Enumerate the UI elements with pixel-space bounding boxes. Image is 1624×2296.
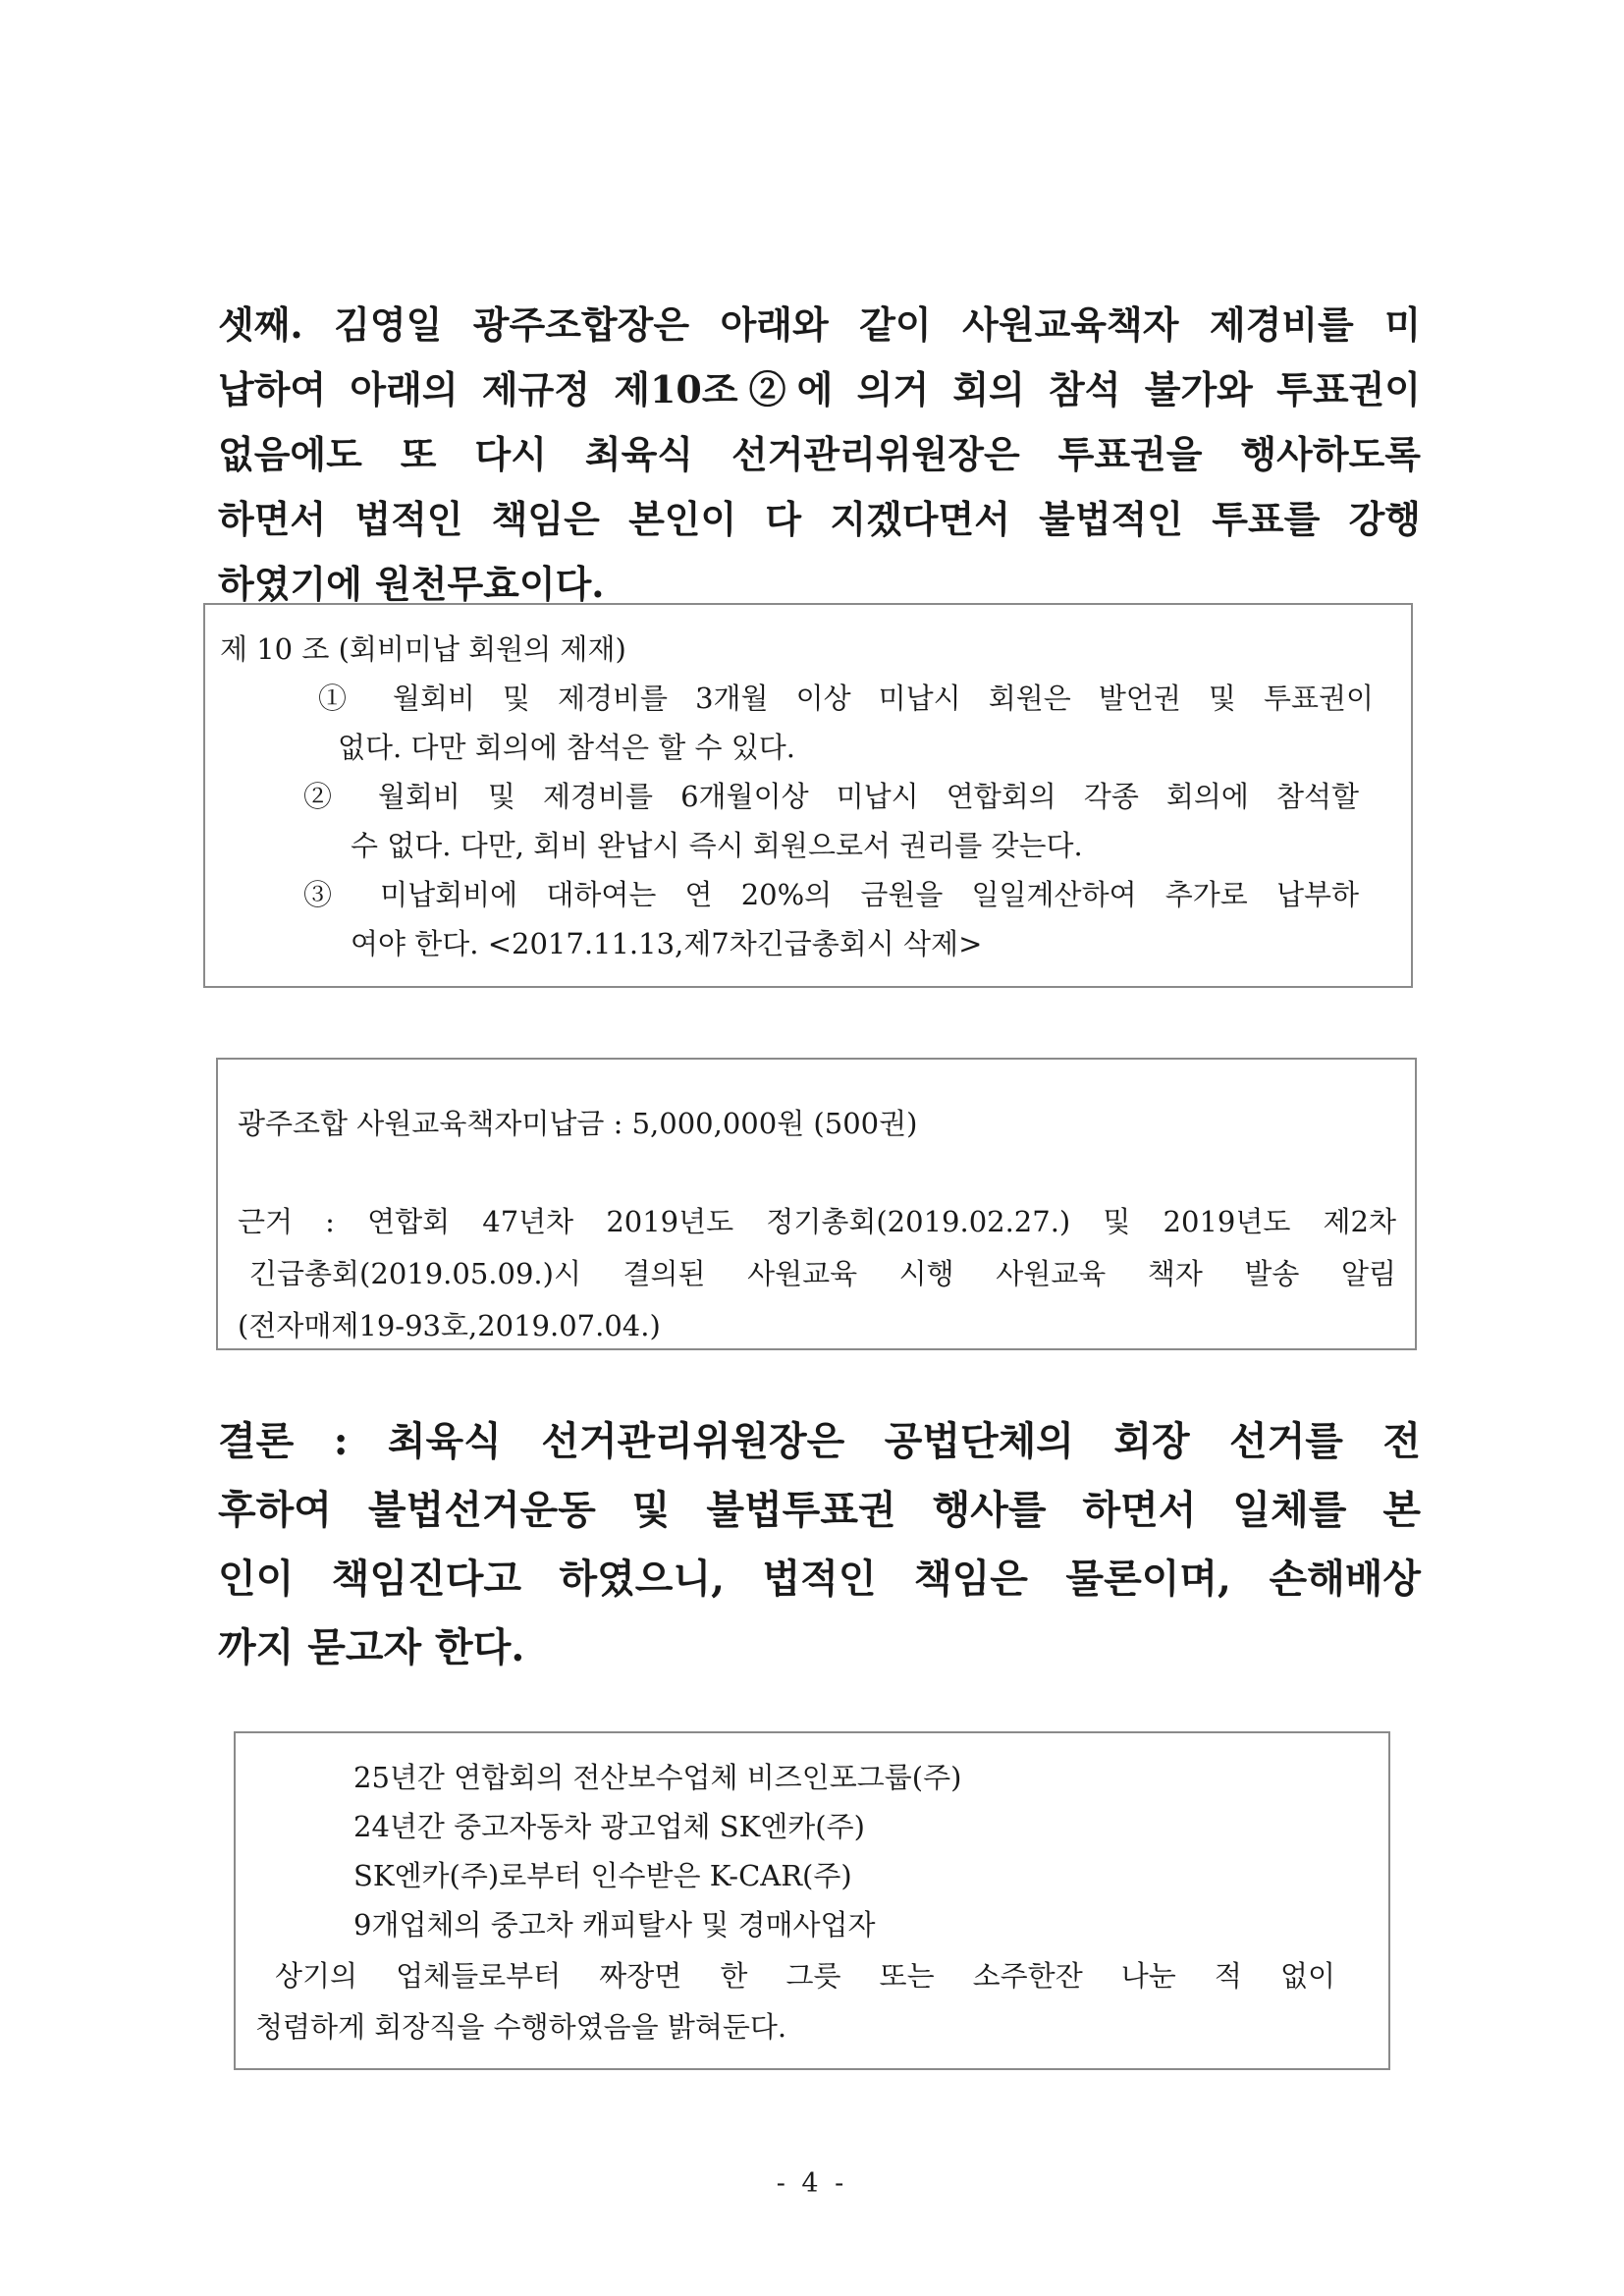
regulation-item-3: ③ 미납회비에 대하여는 연 20%의 금원을 일일계산하여 추가로 납부하 xyxy=(303,878,1359,911)
statement-box xyxy=(234,1731,1390,2070)
intro-line: 없음에도 또 다시 최육식 선거관리위원장은 투표권을 행사하도록 xyxy=(218,432,1421,476)
page-number: - 4 - xyxy=(776,2168,848,2199)
intro-line: 하였기에 원천무효이다. xyxy=(218,562,605,606)
regulation-item-2-continuation: 수 없다. 다만, 회비 완납시 즉시 회원으로서 권리를 갖는다. xyxy=(351,829,1083,862)
intro-paragraph xyxy=(218,293,1421,617)
regulation-item-3-continuation: 여야 한다. <2017.11.13,제7차긴급총회시 삭제> xyxy=(351,927,983,960)
regulation-item-2: ② 월회비 및 제경비를 6개월이상 미납시 연합회의 각종 회의에 참석할 xyxy=(303,780,1359,813)
unpaid-amount-line: 광주조합 사원교육책자미납금 : 5,000,000원 (500권) xyxy=(238,1107,918,1140)
unpaid-amount-box xyxy=(216,1058,1417,1350)
statement-line: 24년간 중고자동차 광고업체 SK엔카(주) xyxy=(353,1810,865,1843)
statement-line: 25년간 연합회의 전산보수업체 비즈인포그룹(주) xyxy=(353,1761,962,1794)
statement-line: 상기의 업체들로부터 짜장면 한 그릇 또는 소주한잔 나눈 적 없이 xyxy=(275,1959,1335,1993)
statement-line: 9개업체의 중고차 캐피탈사 및 경매사업자 xyxy=(353,1908,876,1941)
basis-line: 근거 : 연합회 47년차 2019년도 정기총회(2019.02.27.) 및 2019년도 제2차 xyxy=(238,1205,1396,1238)
conclusion-line: 까지 묻고자 한다. xyxy=(218,1624,525,1670)
statement-line: SK엔카(주)로부터 인수받은 K-CAR(주) xyxy=(353,1859,852,1892)
conclusion-line: 후하여 불법선거운동 및 불법투표권 행사를 하면서 일체를 본 xyxy=(218,1487,1421,1533)
intro-line: 납하여 아래의 제규정 제10조②에 의거 회의 참석 불가와 투표권이 xyxy=(218,367,1421,411)
conclusion-line: 인이 책임진다고 하였으니, 법적인 책임은 물론이며, 손해배상 xyxy=(218,1556,1421,1602)
regulation-item-1-continuation: 없다. 다만 회의에 참석은 할 수 있다. xyxy=(338,731,795,764)
intro-line: 셋째. 김영일 광주조합장은 아래와 같이 사원교육책자 제경비를 미 xyxy=(218,302,1421,347)
conclusion-line: 결론 : 최육식 선거관리위원장은 공법단체의 회장 선거를 전 xyxy=(218,1418,1421,1464)
regulation-title: 제 10 조 (회비미납 회원의 제재) xyxy=(220,632,626,666)
basis-line: 긴급총회(2019.05.09.)시 결의된 사원교육 시행 사원교육 책자 발송 알림 xyxy=(249,1257,1396,1290)
intro-line: 하면서 법적인 책임은 본인이 다 지겠다면서 불법적인 투표를 강행 xyxy=(218,497,1421,541)
regulation-item-1: ① 월회비 및 제경비를 3개월 이상 미납시 회원은 발언권 및 투표권이 xyxy=(318,682,1374,715)
conclusion-paragraph xyxy=(218,1407,1421,1682)
regulation-box xyxy=(203,603,1413,988)
statement-line: 청렴하게 회장직을 수행하였음을 밝혀둔다. xyxy=(255,2010,787,2044)
basis-line: (전자매제19-93호,2019.07.04.) xyxy=(238,1309,661,1342)
